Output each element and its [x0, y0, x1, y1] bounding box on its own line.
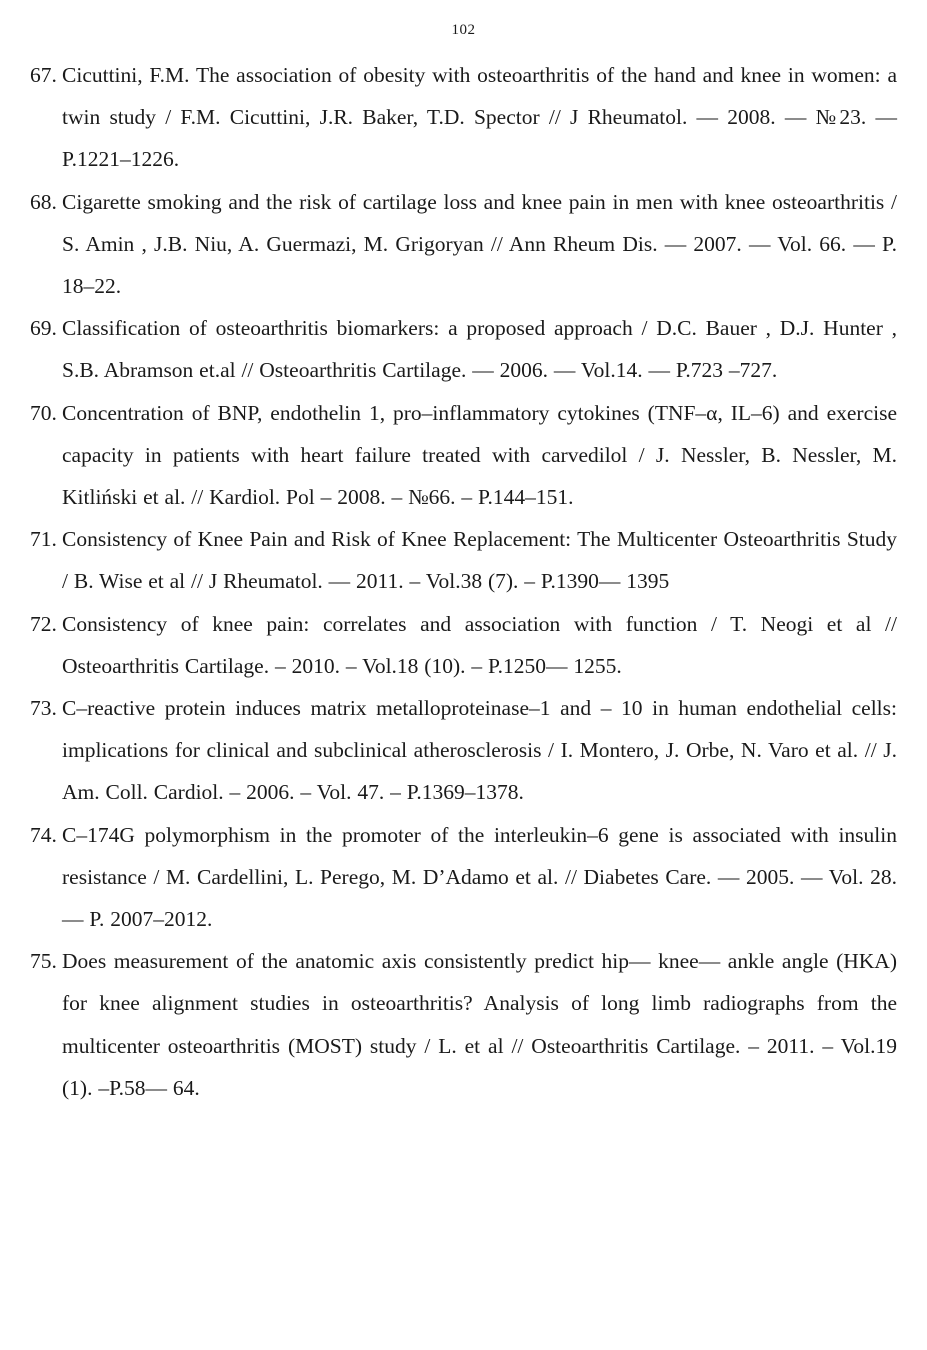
reference-text: Classification of osteoarthritis biomarkers: a proposed approach / D.C. Bauer , D.J. Hunter , S.B. Abramson et.al // Osteoarthritis Cartilage. — 2006. — Vol.14. — P.723 –727.	[62, 316, 897, 383]
reference-number: 69.	[30, 316, 57, 341]
reference-text: Cigarette smoking and the risk of cartilage loss and knee pain in men with knee osteoarthritis / S. Amin , J.B. Niu, A. Guermazi, M. Grigoryan // Ann Rheum Dis. — 2007. — Vol. 66. — P. 18–22.	[62, 189, 897, 299]
reference-text: C–174G polymorphism in the promoter of the interleukin–6 gene is associated with insulin resistance / M. Cardellini, L. Perego, M. D’Adamo et al. // Diabetes Care. — 2005. — Vol. 28. — P. 2007–2012.	[62, 822, 897, 932]
reference-item-73	[30, 687, 897, 814]
reference-item-75	[30, 940, 897, 1109]
page-number: 102	[451, 22, 476, 38]
reference-item-74	[30, 814, 897, 941]
reference-number: 68.	[30, 189, 57, 214]
reference-number: 74.	[30, 822, 57, 847]
reference-number: 70.	[30, 400, 57, 425]
reference-item-71	[30, 518, 897, 602]
reference-text: Consistency of knee pain: correlates and association with function / T. Neogi et al // Osteoarthritis Cartilage. – 2010. – Vol.18 (10). – P.1250— 1255.	[62, 611, 897, 678]
reference-text: Concentration of BNP, endothelin 1, pro–inflammatory cytokines (TNF–α, IL–6) and exercise capacity in patients with heart failure treated with carvedilol / J. Nessler, B. Nessler, M. Kitliński et al. // Kardiol. Pol – 2008. – №66. – P.144–151.	[62, 400, 897, 510]
reference-number: 75.	[30, 949, 57, 974]
reference-text: Consistency of Knee Pain and Risk of Knee Replacement: The Multicenter Osteoarthritis Study / B. Wise et al // J Rheumatol. — 2011. – Vol.38 (7). – P.1390— 1395	[62, 527, 897, 594]
reference-number: 67.	[30, 63, 57, 87]
reference-item-70	[30, 392, 897, 519]
reference-text: Cicuttini, F.M. The association of obesity with osteoarthritis of the hand and knee in women: a twin study / F.M. Cicuttini, J.R. Baker, T.D. Spector // J Rheumatol. — 2008. — №23. — P.1221–1226.	[62, 63, 897, 172]
reference-number: 71.	[30, 527, 57, 552]
reference-item-67	[30, 54, 897, 181]
reference-text: Does measurement of the anatomic axis consistently predict hip— knee— ankle angle (HKA) for knee alignment studies in osteoarthritis? Analysis of long limb radiographs from the multicenter osteoarthritis (MOST) study / L. et al // Osteoarthritis Cartilage. – 2011. – Vol.19 (1). –P.58— 64.	[62, 949, 897, 1100]
reference-item-72	[30, 603, 897, 687]
reference-number: 72.	[30, 611, 57, 636]
reference-text: C–reactive protein induces matrix metalloproteinase–1 and – 10 in human endothelial cells: implications for clinical and subclinical atherosclerosis / I. Montero, J. Orbe, N. Varo et al. // J. Am. Coll. Cardiol. – 2006. – Vol. 47. – P.1369–1378.	[62, 696, 897, 805]
reference-number: 73.	[30, 696, 57, 721]
reference-list	[30, 54, 897, 1109]
reference-item-68	[30, 181, 897, 308]
reference-item-69	[30, 307, 897, 391]
